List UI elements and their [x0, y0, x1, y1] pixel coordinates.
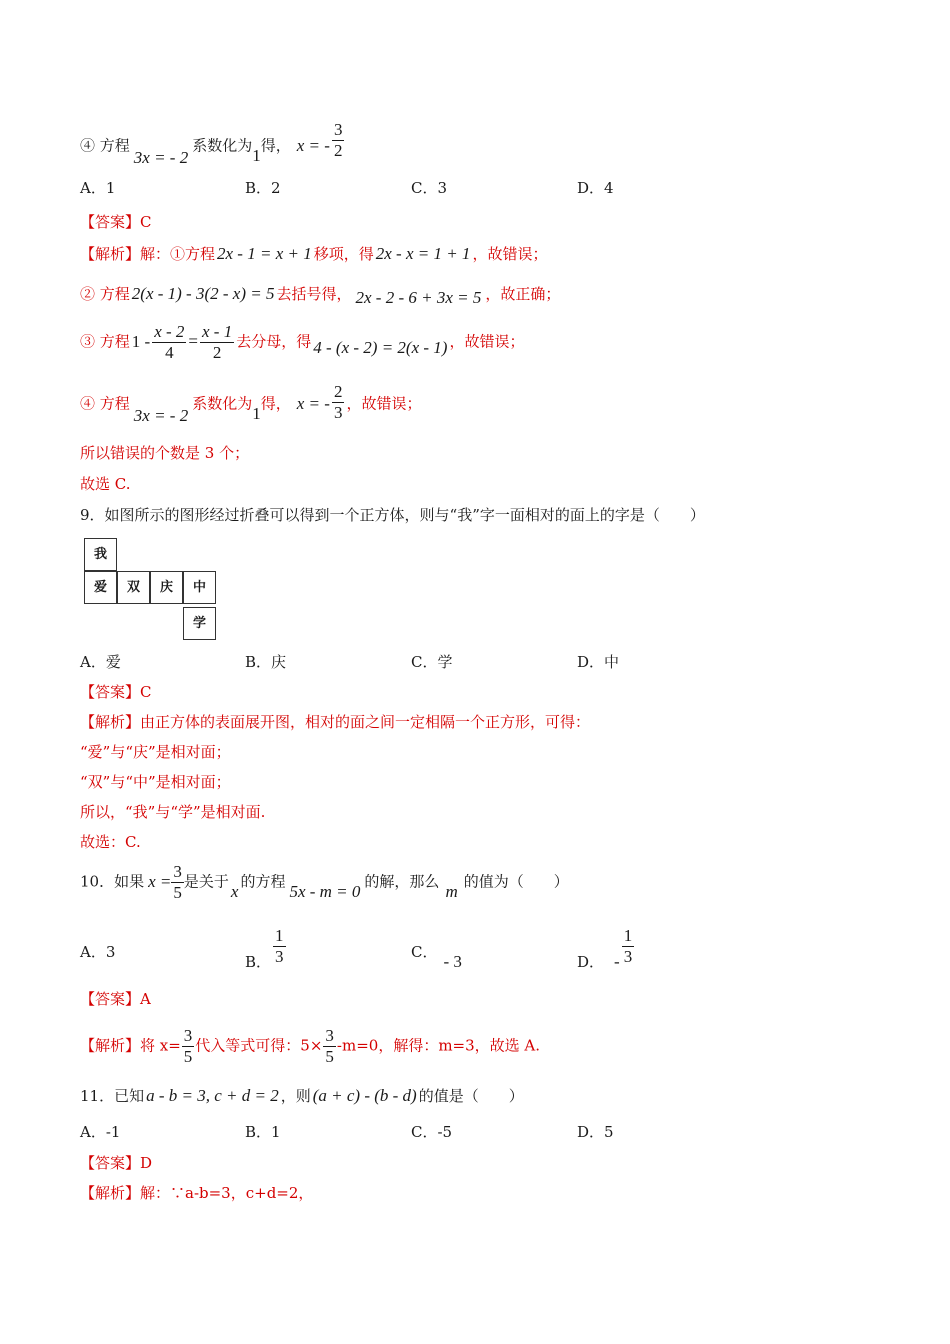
cube-net: [84, 538, 224, 642]
q8-item-4: [80, 120, 346, 167]
option-a: A．爱: [80, 653, 121, 671]
cube-face: 学: [183, 607, 216, 640]
text: ，故错误；: [346, 394, 422, 413]
fraction: [323, 1026, 336, 1067]
denominator: 5: [183, 1047, 193, 1066]
text: ② 方程: [80, 285, 130, 303]
fraction: [152, 322, 186, 363]
q10-stem: [80, 862, 569, 903]
fraction: [200, 322, 234, 363]
numerator: 3: [333, 120, 343, 139]
text: 的值为（ ）: [463, 872, 569, 891]
analysis-line-3: “双”与“中”是相对面；: [80, 773, 231, 791]
text: 得，: [260, 394, 291, 413]
fraction: [332, 120, 345, 161]
option-b: B．2: [245, 179, 281, 197]
analysis-line-4: [80, 384, 421, 425]
q11-stem: [80, 1086, 524, 1106]
option-a: A．3: [80, 943, 116, 961]
analysis-line-1: [80, 1026, 540, 1067]
equation: 4 - (x - 2) = 2(x - 1): [313, 337, 448, 357]
answer: 【答案】C: [80, 683, 152, 701]
text: 【解析】将 x=: [80, 1036, 181, 1055]
analysis-line-5: 故选：C.: [80, 833, 141, 851]
option-b: B．1: [245, 1123, 281, 1141]
text: 系数化为: [192, 136, 253, 155]
variable: m: [445, 881, 458, 901]
text: ③ 方程: [80, 332, 130, 351]
text: 的方程: [240, 872, 286, 891]
equation: (a + c) - (b - d): [312, 1086, 417, 1105]
q9-stem: 9．如图所示的图形经过折叠可以得到一个正方体，则与“我”字一面相对的面上的字是（ ）: [80, 506, 705, 524]
denominator: 5: [325, 1047, 334, 1066]
text: 移项，得: [313, 245, 374, 263]
option-c: [411, 942, 462, 971]
text: 去分母，得: [236, 332, 312, 351]
equation: x = -: [296, 135, 330, 155]
equation: 2x - 1 = x + 1: [217, 244, 312, 263]
text: ，故错误；: [449, 332, 525, 351]
text: 是关于: [183, 872, 229, 891]
answer: 【答案】C: [80, 213, 152, 231]
text: 的值是（ ）: [418, 1087, 524, 1105]
numerator: 3: [173, 862, 182, 881]
denominator: 3: [623, 947, 633, 966]
answer: 【答案】A: [80, 990, 151, 1008]
analysis-line-1: 【解析】解：∵a-b=3，c+d=2，: [80, 1184, 314, 1202]
equation: 3x = - 2: [133, 147, 189, 167]
text: ④ 方程: [80, 136, 130, 155]
variable: x: [230, 881, 239, 901]
fraction: [622, 926, 635, 967]
denominator: 5: [173, 883, 182, 902]
text: 1: [252, 403, 261, 423]
denominator: 4: [152, 342, 186, 363]
text: ，故错误；: [472, 245, 548, 263]
text: 去括号得，: [276, 285, 352, 303]
denominator: 2: [333, 141, 343, 160]
text: ，故正确；: [485, 285, 561, 303]
equation: 5x - m = 0: [289, 881, 361, 901]
answer: 【答案】D: [80, 1154, 153, 1172]
numerator: 3: [325, 1026, 334, 1045]
fraction: [171, 862, 184, 903]
text: 系数化为: [192, 394, 253, 413]
option-c: C．3: [411, 179, 448, 197]
fraction: [273, 926, 286, 967]
equation: 2x - 2 - 6 + 3x = 5: [355, 288, 482, 307]
numerator: 1: [623, 926, 633, 945]
text: ④ 方程: [80, 394, 130, 413]
text: 11．已知: [80, 1087, 145, 1105]
option-a: A．-1: [80, 1123, 121, 1141]
text: 得，: [260, 136, 291, 155]
denominator: 2: [200, 342, 234, 363]
equation: 1 -: [131, 331, 151, 351]
text: 的解，那么: [364, 872, 440, 891]
equation: 3x = - 2: [133, 405, 189, 425]
denominator: 3: [333, 403, 343, 422]
cube-face: 我: [84, 538, 117, 571]
equals-sign: =: [188, 331, 199, 351]
numerator: x - 2: [154, 322, 185, 341]
value: - 3: [443, 952, 462, 971]
text: 10．如果: [80, 872, 145, 891]
text: 【解析】解：①方程: [80, 245, 216, 263]
option-d: D．5: [577, 1123, 614, 1141]
text: 1: [252, 145, 261, 165]
fraction: [182, 1026, 195, 1067]
analysis-line-5: 所以错误的个数是 3 个；: [80, 444, 250, 462]
analysis-line-1: [80, 244, 547, 264]
analysis-line-4: 所以，“我”与“学”是相对面.: [80, 803, 266, 821]
option-d: D．4: [577, 179, 614, 197]
text: D．: [577, 952, 605, 971]
text: B．: [245, 952, 272, 971]
analysis-line-6: 故选 C.: [80, 475, 131, 493]
equation: x = -: [296, 393, 330, 413]
option-c: C．学: [411, 653, 453, 671]
text: C．: [411, 943, 438, 961]
cube-face: 爱: [84, 571, 117, 604]
equation: 2x - x = 1 + 1: [375, 244, 471, 263]
minus-sign: -: [614, 951, 620, 971]
text: ，则: [280, 1087, 311, 1105]
equation: 2(x - 1) - 3(2 - x) = 5: [131, 284, 275, 303]
numerator: x - 1: [202, 322, 233, 341]
denominator: 3: [275, 947, 284, 966]
analysis-line-2: [80, 284, 561, 307]
text: 代入等式可得：5×: [195, 1036, 323, 1055]
fraction: [332, 382, 345, 423]
analysis-line-1: 【解析】由正方体的表面展开图，相对的面之间一定相隔一个正方形，可得：: [80, 713, 591, 731]
option-b: [245, 926, 288, 971]
cube-face: 中: [183, 571, 216, 604]
option-b: B．庆: [245, 653, 287, 671]
analysis-line-2: “爱”与“庆”是相对面；: [80, 743, 231, 761]
option-d: D．中: [577, 653, 620, 671]
cube-face: 双: [117, 571, 150, 604]
equation: x =: [148, 871, 172, 891]
text: -m=0，解得：m=3，故选 A.: [336, 1036, 541, 1055]
numerator: 1: [275, 926, 284, 945]
option-c: C．-5: [411, 1123, 453, 1141]
option-d: [577, 926, 636, 971]
numerator: 3: [183, 1026, 193, 1045]
option-a: A．1: [80, 179, 116, 197]
cube-face: 庆: [150, 571, 183, 604]
analysis-line-3: [80, 322, 524, 363]
numerator: 2: [333, 382, 343, 401]
equation: a - b = 3, c + d = 2: [146, 1086, 279, 1105]
